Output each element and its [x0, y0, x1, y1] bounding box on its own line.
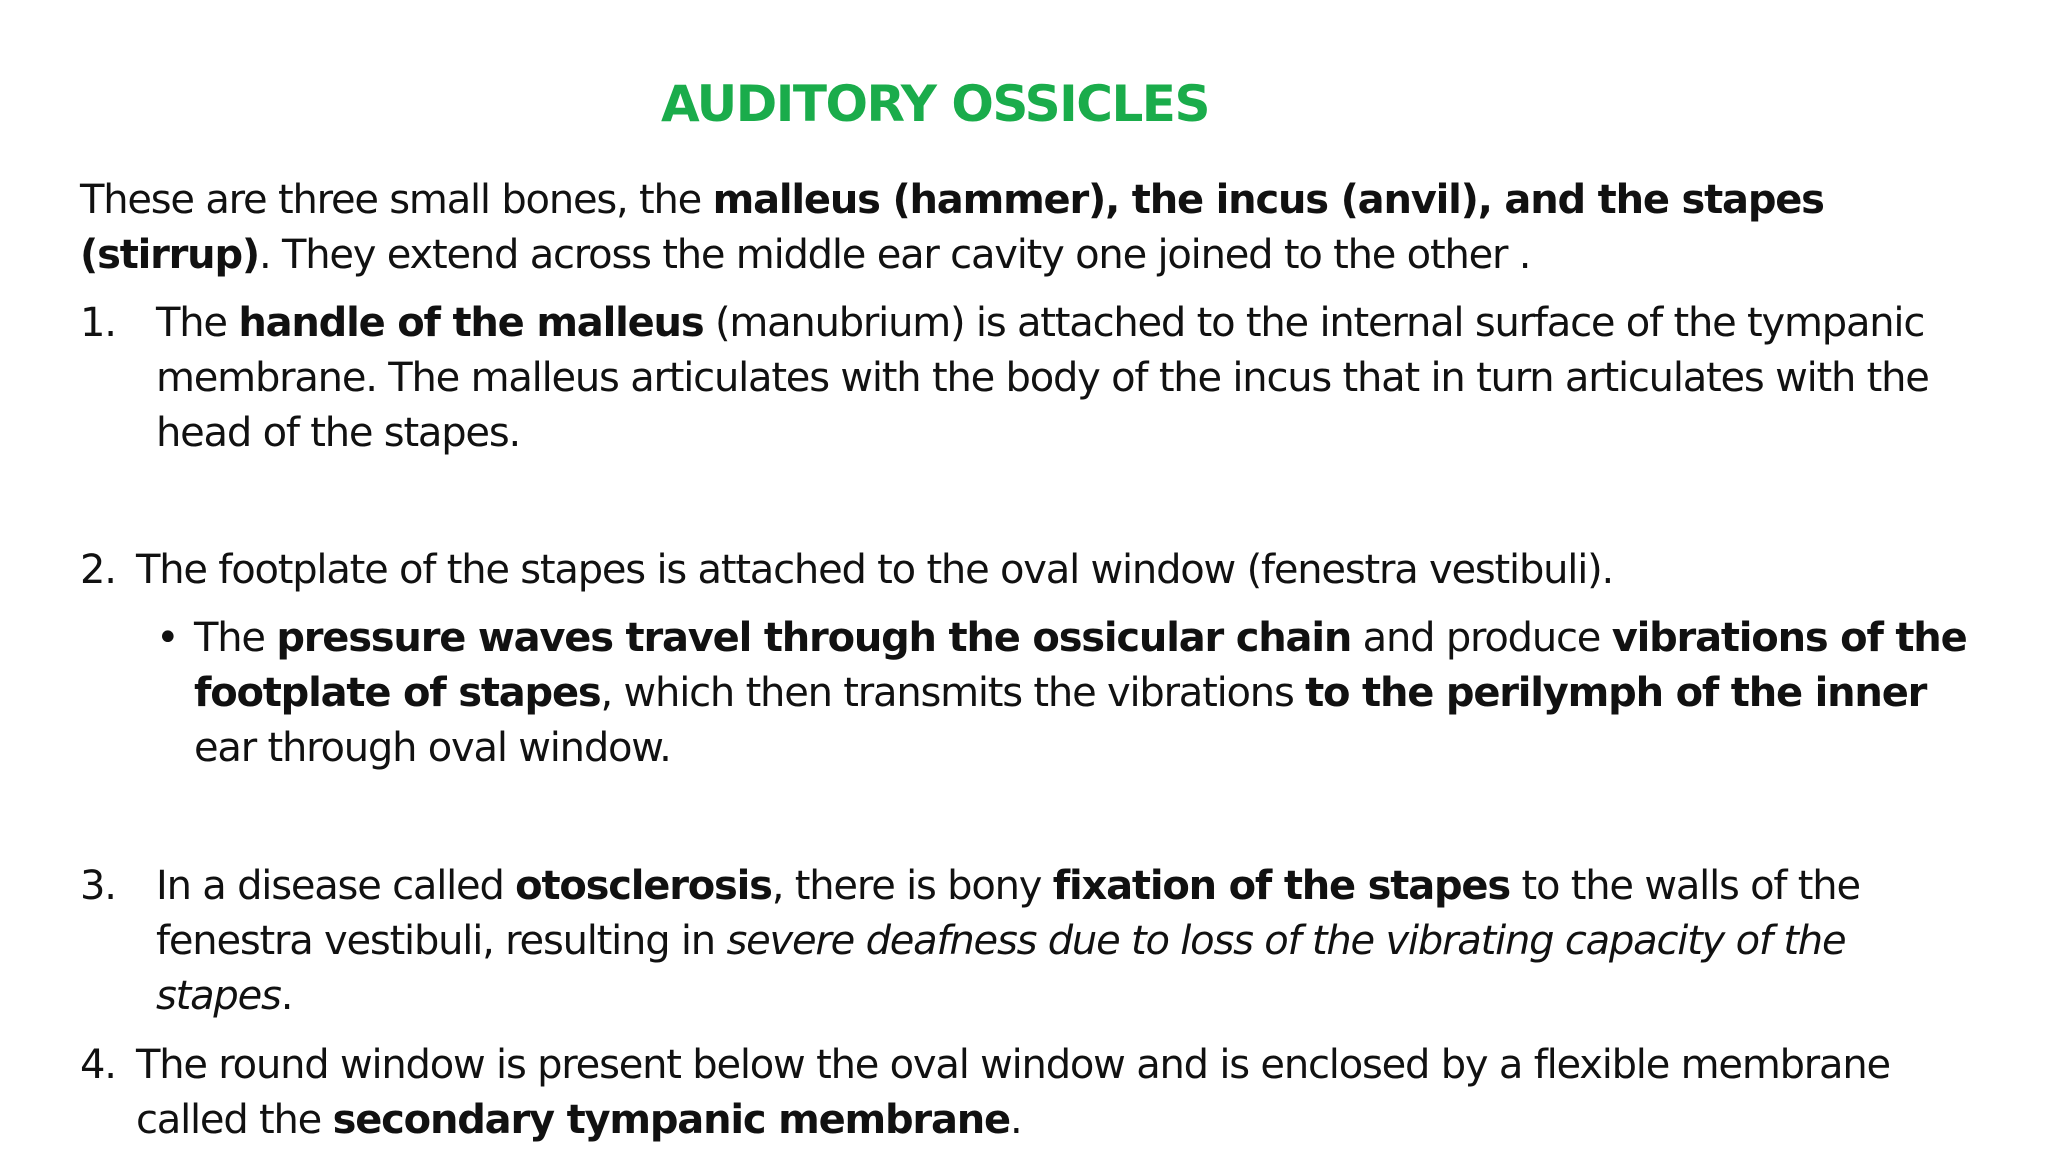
list-number-2: 2.	[80, 547, 116, 593]
list-item-3-text	[156, 859, 1976, 1024]
item1-bold-handle: handle of the malleus	[238, 300, 704, 346]
bullet-text-4: ear through oval window.	[194, 725, 671, 771]
list-item-4-text	[136, 1038, 1976, 1148]
intro-bold-bones: malleus (hammer), the incus (anvil), and the stapes (stirrup)	[80, 177, 1824, 278]
bullet-icon: •	[156, 615, 179, 661]
item4-text-2: .	[1009, 1097, 1022, 1143]
item3-text-4: .	[280, 973, 293, 1019]
list-number-4: 4.	[80, 1042, 116, 1088]
item3-bold-fixation: fixation of the stapes	[1052, 863, 1510, 909]
slide-title: AUDITORY OSSICLES	[661, 75, 1209, 133]
item1-text-1: The	[156, 300, 239, 346]
bullet-text	[194, 611, 1994, 776]
list-number-1: 1.	[80, 300, 116, 346]
bullet-text-2: and produce	[1351, 615, 1612, 661]
item3-bold-otosclerosis: otosclerosis	[515, 863, 772, 909]
item1-text-2: (manubrium) is attached to the internal surface of the tympanic membrane. The malleus articulates with the body of the incus that in turn articulates with the head of the stapes.	[156, 300, 1929, 456]
item4-text-1: The round window is present below the oval window and is enclosed by a flexible membrane called the	[136, 1042, 1890, 1143]
item3-text-2: , there is bony	[771, 863, 1053, 909]
intro-text-2: . They extend across the middle ear cavity one joined to the other .	[258, 232, 1531, 278]
item4-bold-membrane: secondary tympanic membrane	[332, 1097, 1010, 1143]
bullet-bold-1: pressure waves travel through the ossicular chain	[276, 615, 1352, 661]
bullet-bold-2: vibrations of the footplate of stapes	[194, 615, 1967, 716]
list-number-3: 3.	[80, 863, 116, 909]
intro-paragraph	[80, 173, 1980, 283]
bullet-text-3: , which then transmits the vibrations	[600, 670, 1306, 716]
item3-text-1: In a disease called	[156, 863, 516, 909]
item3-text-3: to the walls of the fenestra vestibuli, resulting in	[156, 863, 1860, 964]
bullet-bold-3: to the perilymph of the inner	[1305, 670, 1927, 716]
item3-italic-deafness: severe deafness due to loss of the vibrating capacity of the stapes	[156, 918, 1846, 1019]
bullet-text-1: The	[194, 615, 277, 661]
list-item-2-text: The footplate of the stapes is attached to the oval window (fenestra vestibuli).	[136, 547, 1614, 593]
intro-text-1: These are three small bones, the	[80, 177, 713, 223]
list-item-1-text	[156, 296, 1976, 461]
